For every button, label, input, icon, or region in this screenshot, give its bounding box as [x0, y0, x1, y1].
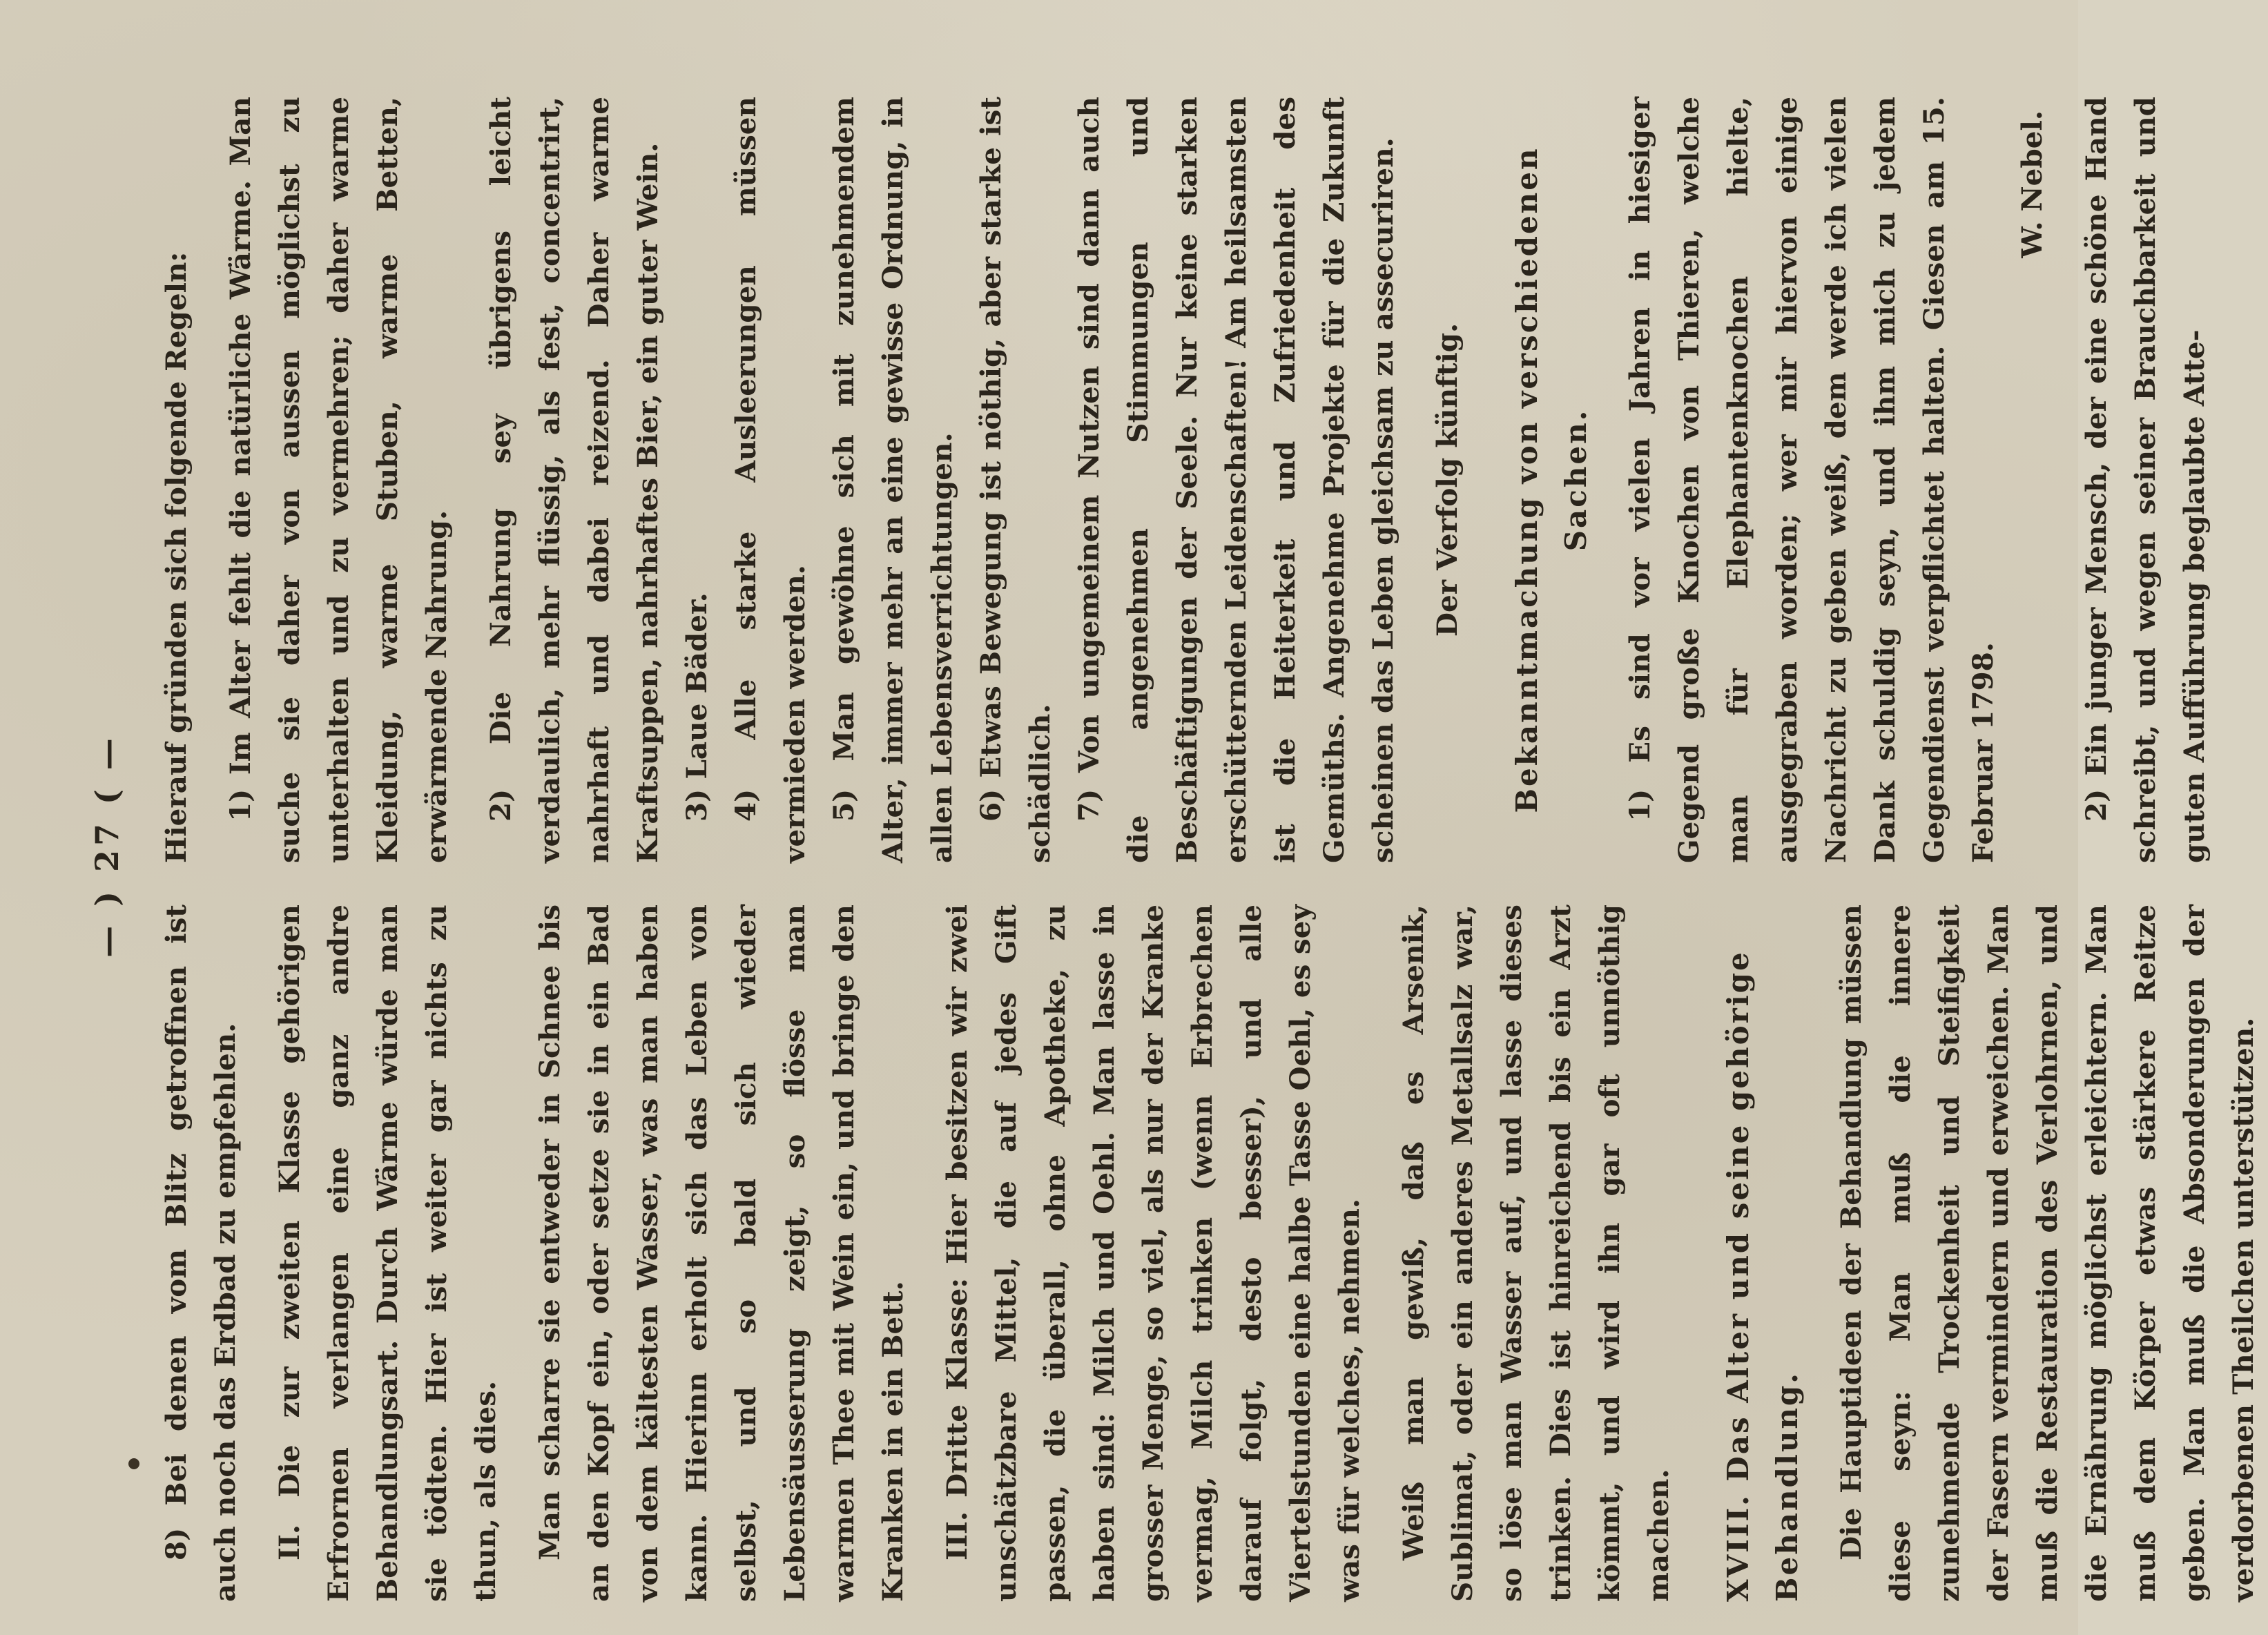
page-header: — ) 27 ( — — [88, 734, 126, 958]
paragraph: 1) Es sind vor vielen Jahren in hiesiger Gegend große Knochen von Thieren, welche man für Elephantenknochen hielte, ausgegraben worden; wer mir hiervon einige Nachricht zu geben weiß, dem werde ich vielen Dank schuldig seyn, und ihm mich zu jedem Gegendienst verpflichtet halten. Giesen am 15. Februar 1798. — [1623, 97, 1999, 863]
paragraph: 2) Die Nahrung sey übrigens leicht verdaulich, mehr flüssig, als fest, concentrirt, nahrhaft und dabei reizend. Daher warme Kraftsuppen, nahrhaftes Bier, ein guter Wein. — [484, 97, 664, 863]
paragraph: 5) Man gewöhne sich mit zunehmendem Alter, immer mehr an eine gewisse Ordnung, in allen Lebensverrichtungen. — [827, 97, 958, 863]
right-column — [152, 97, 2211, 863]
signature: W. Nebel. — [2015, 110, 2048, 258]
centered-note: Der Verfolg künftig. — [1431, 322, 1464, 637]
paragraph: Man scharre sie entweder in Schnee bis an den Kopf ein, oder setze sie in ein Bad von dem kältesten Wasser, was man haben kann. Hierinn erholt sich das Leben von selbst, und so bald sich wieder Lebensäusserung zeigt, so flösse man warmen Thee mit Wein ein, und bringe den Kranken in ein Bett. — [533, 904, 909, 1602]
section-heading: XVIII. Das Alter und seine gehörige Behandlung. — [1721, 950, 1804, 1602]
paragraph: 2) Ein junger Mensch, der eine schöne Hand schreibt, und wegen seiner Brauchbarkeit und guten Aufführung beglaubte Atte- — [2080, 97, 2211, 863]
announcement-heading: Bekanntmachung von verschiedenen Sachen. — [1510, 146, 1593, 813]
rotated-page — [76, 76, 2260, 1616]
paragraph: Hierauf gründen sich folgende Regeln: — [159, 251, 193, 863]
paragraph: Weiß man gewiß, daß es Arsenik, Sublimat, oder ein anderes Metallsalz war, so löse man Wasser auf, und lasse dieses trinken. Dies ist hinreichend bis ein Arzt kömmt, und wird ihn gar oft unnöthig machen. — [1397, 904, 1675, 1602]
paragraph: 4) Alle starke Ausleerungen müssen vermieden werden. — [729, 97, 811, 863]
paragraph: 3) Laue Bäder. — [680, 592, 713, 822]
paragraph: 6) Etwas Bewegung ist nöthig, aber starke ist schädlich. — [974, 97, 1056, 863]
paragraph: 8) Bei denen vom Blitz getroffnen ist auch noch das Erdbad zu empfehlen. — [159, 904, 242, 1602]
paragraph: Die Hauptideen der Behandlung müssen diese seyn: Man muß die innere zunehmende Trockenheit und Steifigkeit der Fasern vermindern und erweichen. Man muß die Restauration des Verlohrnen, und die Ernährung möglichst erleichtern. Man muß dem Körper etwas stärkere Reitze geben. Man muß die Absonderungen der verdorbenen Theilchen unterstützen. — [1834, 904, 2260, 1602]
paragraph: 7) Von ungemeinem Nutzen sind dann auch die angenehmen Stimmungen und Beschäftigungen der Seele. Nur keine starken erschütternden Leidenschaften! Am heilsamsten ist die Heiterkeit und Zufriedenheit des Gemüths. Angenehme Projekte für die Zukunft scheinen das Leben gleichsam zu assecuriren. — [1072, 97, 1399, 863]
paragraph: III. Dritte Klasse: Hier besitzen wir zwei unschätzbare Mittel, die auf jedes Gift passen, die überall, ohne Apotheke, zu haben sind: Milch und Oehl. Man lasse in grosser Menge, so viel, als nur der Kranke vermag, Milch trinken (wenn Erbrechen darauf folgt, desto besser), und alle Viertelstunden eine halbe Tasse Oehl, es sey was für welches, nehmen. — [940, 904, 1366, 1602]
left-column — [152, 904, 2260, 1602]
paragraph: II. Die zur zweiten Klasse gehörigen Erfrornen verlangen eine ganz andre Behandlungsart. Durch Wärme würde man sie tödten. Hier ist weiter gar nichts zu thun, als dies. — [273, 904, 502, 1602]
paragraph: 1) Im Alter fehlt die natürliche Wärme. Man suche sie daher von aussen möglichst zu unterhalten und zu vermehren; daher warme Kleidung, warme Stuben, warme Betten, erwärmende Nahrung. — [224, 97, 453, 863]
